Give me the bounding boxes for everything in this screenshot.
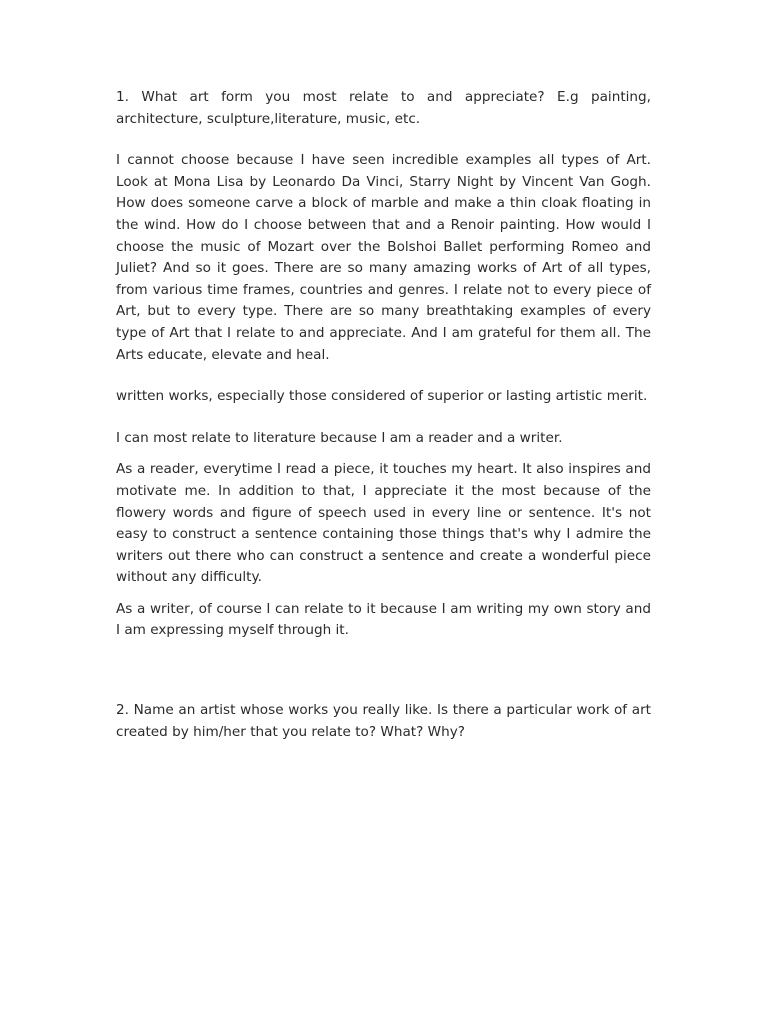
relate-statement: I can most relate to literature because I am a reader and a writer. (116, 429, 563, 446)
writer-paragraph: As a writer, of course I can relate to it because I am writing my own story and I am expressing myself through it. (116, 600, 651, 639)
question-1: 1. What art form you most relate to and appreciate? E.g painting, architecture, sculpture,literature, music, etc. (116, 89, 651, 127)
literature-definition: written works, especially those considered of superior or lasting artistic merit. (116, 388, 648, 405)
reader-paragraph: As a reader, everytime I read a piece, it touches my heart. It also inspires and motivate me. In addition to that, I appreciate it the most because of the flowery words and figure of speech used in every line or sentence. It's not easy to construct a sentence containing those things that's why I admire the writers out there who can construct a sentence and create a wonderful piece without any difficulty. (116, 461, 651, 586)
document-page (116, 87, 651, 743)
answer-intro-paragraph: I cannot choose because I have seen incredible examples all types of Art. Look at Mona Lisa by Leonardo Da Vinci, Starry Night by Vincent Van Gogh. How does someone carve a block of marble and make a thin cloak floating in the wind. How do I choose between that and a Renoir painting. How would I choose the music of Mozart over the Bolshoi Ballet performing Romeo and Juliet? And so it goes. There are so many amazing works of Art of all types, from various time frames, countries and genres. I relate not to every piece of Art, but to every type. There are so many breathtaking examples of every type of Art that I relate to and appreciate. And I am grateful for them all. The Arts educate, elevate and heal. (116, 152, 651, 363)
question-2: 2. Name an artist whose works you really like. Is there a particular work of art created by him/her that you relate to? What? Why? (116, 702, 651, 740)
